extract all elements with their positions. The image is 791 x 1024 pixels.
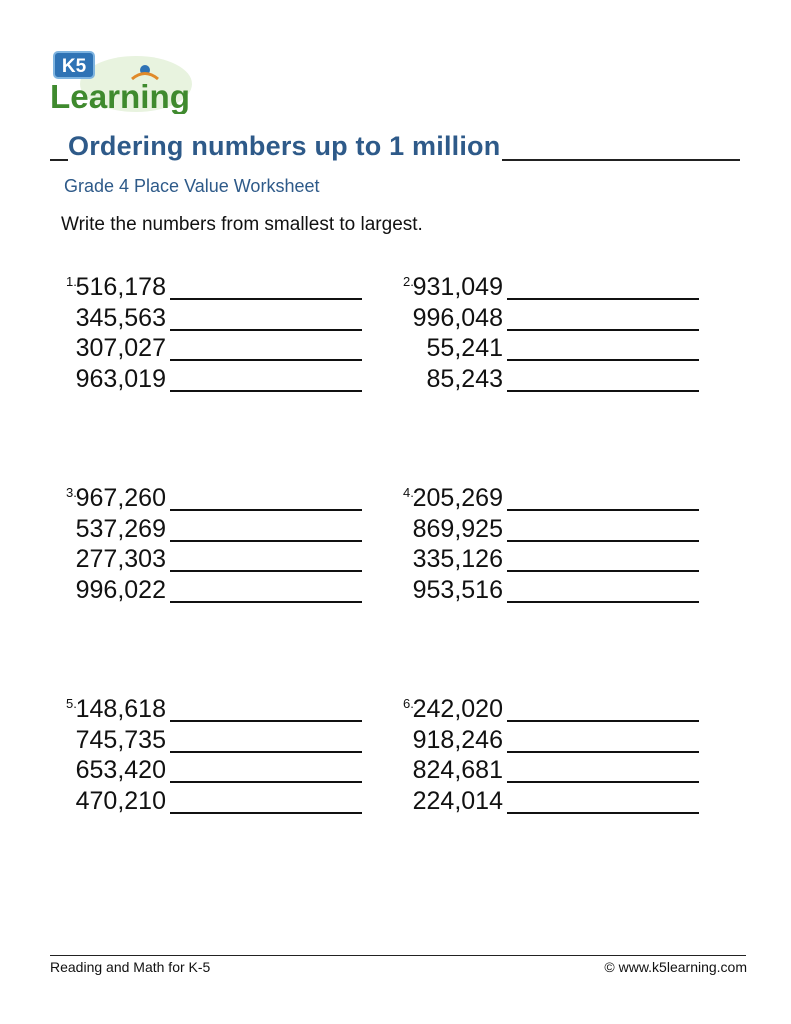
- number-value: 953,516: [412, 576, 503, 604]
- number-row: [403, 483, 703, 513]
- number-row: [66, 272, 366, 302]
- number-value: 516,178: [75, 273, 166, 301]
- number-row: [66, 725, 366, 755]
- answer-line[interactable]: [170, 359, 362, 361]
- number-row: [66, 544, 366, 574]
- number-value: 470,210: [75, 787, 166, 815]
- svg-text:Learning: Learning: [50, 78, 190, 114]
- number-value: 148,618: [75, 695, 166, 723]
- number-value: 277,303: [75, 545, 166, 573]
- answer-line[interactable]: [507, 720, 699, 722]
- answer-line[interactable]: [170, 812, 362, 814]
- answer-line[interactable]: [170, 298, 362, 300]
- number-row: [66, 575, 366, 605]
- answer-line[interactable]: [507, 812, 699, 814]
- number-value: 824,681: [412, 756, 503, 784]
- answer-line[interactable]: [507, 298, 699, 300]
- number-value: 205,269: [412, 484, 503, 512]
- footer-divider: [50, 955, 746, 956]
- instructions: Write the numbers from smallest to largest.: [61, 214, 423, 235]
- answer-line[interactable]: [507, 781, 699, 783]
- answer-line[interactable]: [170, 390, 362, 392]
- answer-line[interactable]: [170, 751, 362, 753]
- problem-number: 6.: [403, 696, 414, 711]
- number-value: 335,126: [412, 545, 503, 573]
- answer-line[interactable]: [507, 540, 699, 542]
- number-row: [66, 333, 366, 363]
- number-value: 967,260: [75, 484, 166, 512]
- number-row: [66, 483, 366, 513]
- number-row: [403, 544, 703, 574]
- footer-tagline: Reading and Math for K-5: [50, 959, 211, 975]
- number-row: [403, 694, 703, 724]
- number-row: [403, 333, 703, 363]
- answer-line[interactable]: [170, 570, 362, 572]
- number-value: 963,019: [75, 365, 166, 393]
- number-row: [403, 364, 703, 394]
- problem-number: 2.: [403, 274, 414, 289]
- number-row: [66, 364, 366, 394]
- number-row: [403, 514, 703, 544]
- answer-line[interactable]: [170, 601, 362, 603]
- number-value: 869,925: [412, 515, 503, 543]
- answer-line[interactable]: [170, 329, 362, 331]
- problem-number: 5.: [66, 696, 77, 711]
- problem-number: 3.: [66, 485, 77, 500]
- worksheet-subtitle: Grade 4 Place Value Worksheet: [64, 176, 320, 196]
- number-value: 745,735: [75, 726, 166, 754]
- number-value: 931,049: [412, 273, 503, 301]
- answer-line[interactable]: [170, 720, 362, 722]
- answer-line[interactable]: [507, 751, 699, 753]
- number-row: [66, 694, 366, 724]
- number-value: 996,022: [75, 576, 166, 604]
- number-value: 345,563: [75, 304, 166, 332]
- page-title: Ordering numbers up to 1 million: [68, 131, 501, 161]
- answer-line[interactable]: [170, 781, 362, 783]
- number-row: [66, 786, 366, 816]
- svg-text:K5: K5: [61, 56, 87, 77]
- number-value: 918,246: [412, 726, 503, 754]
- k5-learning-logo: [48, 48, 194, 114]
- number-value: 55,241: [426, 334, 503, 362]
- number-value: 537,269: [75, 515, 166, 543]
- answer-line[interactable]: [507, 329, 699, 331]
- problem-number: 1.: [66, 274, 77, 289]
- problem-number: 4.: [403, 485, 414, 500]
- answer-line[interactable]: [507, 570, 699, 572]
- answer-line[interactable]: [507, 390, 699, 392]
- answer-line[interactable]: [507, 601, 699, 603]
- number-row: [403, 303, 703, 333]
- answer-line[interactable]: [170, 540, 362, 542]
- number-row: [66, 755, 366, 785]
- answer-line[interactable]: [507, 509, 699, 511]
- number-row: [403, 786, 703, 816]
- number-row: [403, 755, 703, 785]
- number-row: [403, 575, 703, 605]
- number-value: 307,027: [75, 334, 166, 362]
- answer-line[interactable]: [170, 509, 362, 511]
- number-row: [66, 514, 366, 544]
- footer-copyright: © www.k5learning.com: [604, 959, 747, 975]
- number-row: [403, 272, 703, 302]
- number-value: 242,020: [412, 695, 503, 723]
- number-value: 996,048: [412, 304, 503, 332]
- number-value: 653,420: [75, 756, 166, 784]
- number-value: 224,014: [412, 787, 503, 815]
- answer-line[interactable]: [507, 359, 699, 361]
- number-row: [66, 303, 366, 333]
- number-row: [403, 725, 703, 755]
- number-value: 85,243: [426, 365, 503, 393]
